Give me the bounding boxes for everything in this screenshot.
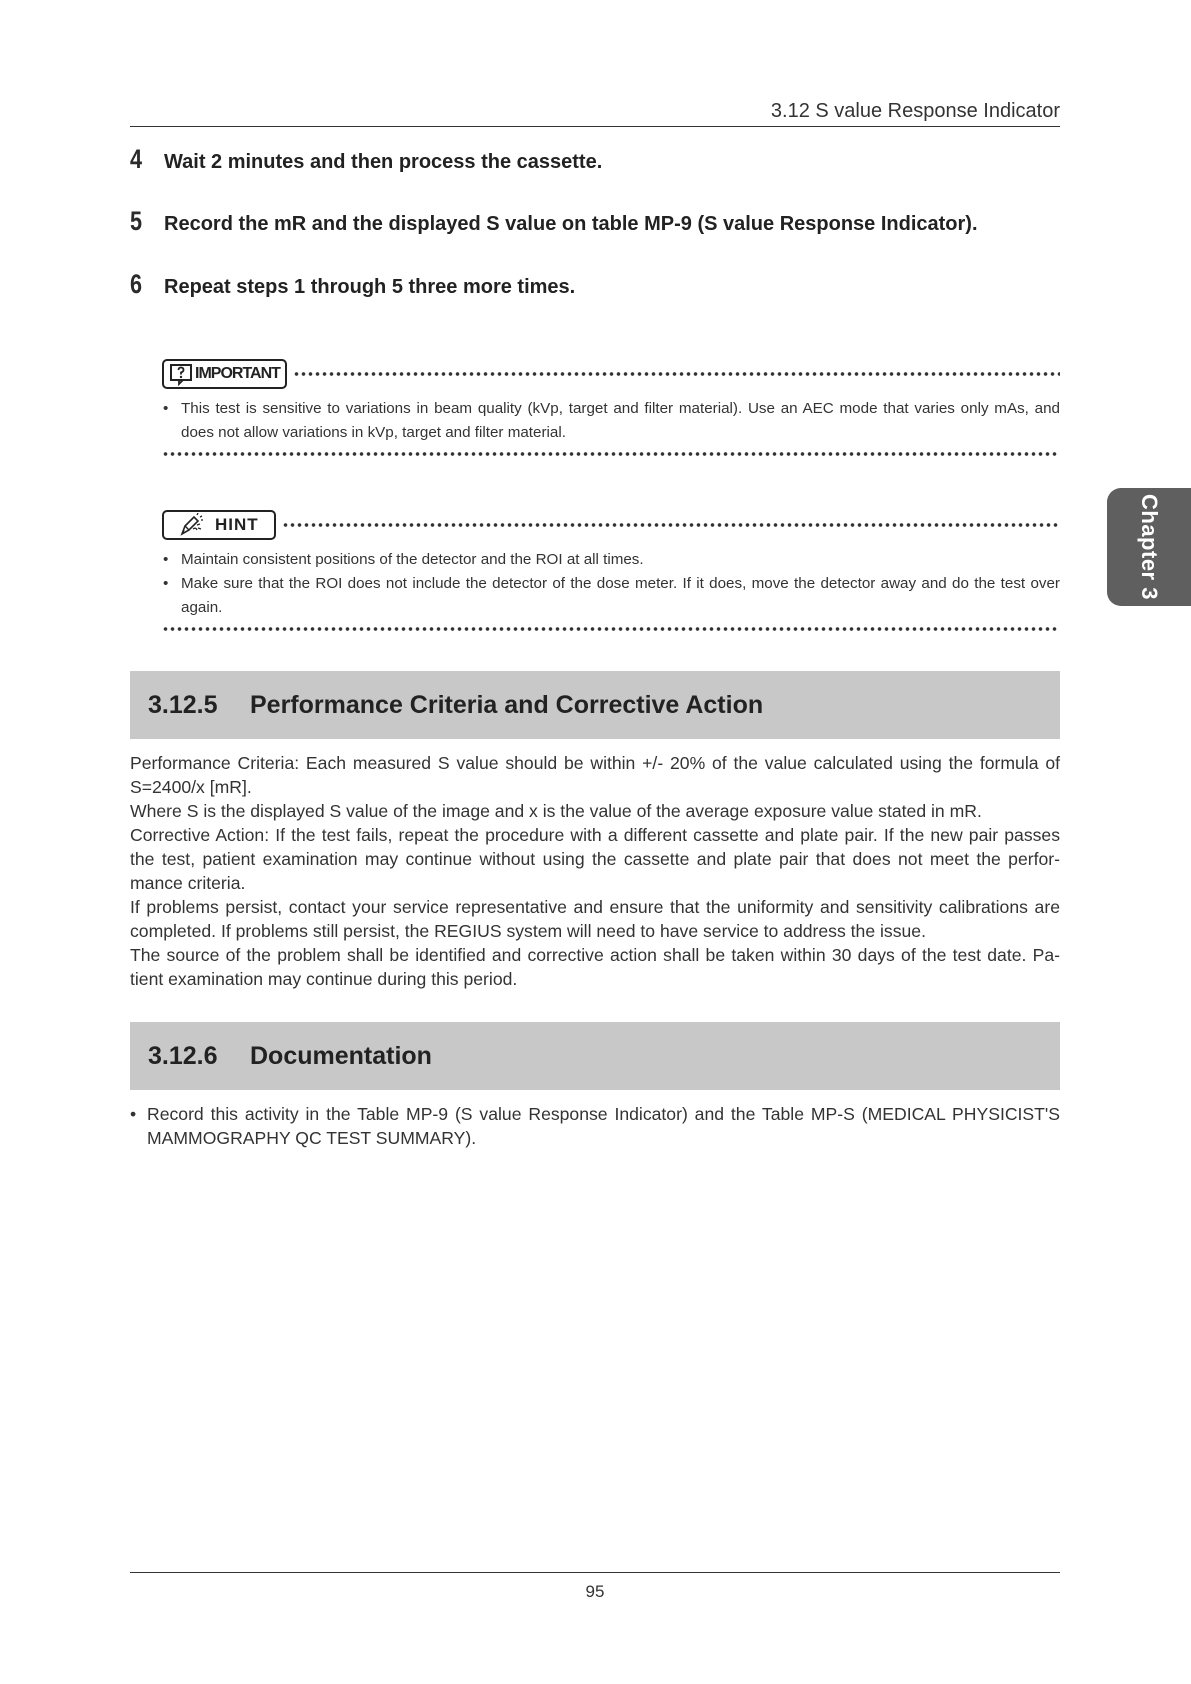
- step-4: [130, 144, 1060, 175]
- paragraph: Corrective Action: If the test fails, repeat the procedure with a different cassette and plate pair. If the new pair passes the test, patient examination may continue without using the cassette and plate pair that does not meet the perfor-mance criteria.: [130, 825, 1060, 893]
- step-5: [130, 206, 1060, 237]
- paragraph: Where S is the displayed S value of the image and x is the value of the average exposure value stated in mR.: [130, 801, 982, 821]
- paragraph: Performance Criteria: Each measured S value should be within +/- 20% of the value calculated using the formula of S=2400/x [mR].: [130, 753, 1060, 797]
- paragraph: The source of the problem shall be identified and corrective action shall be taken within 30 days of the test date. Pa-tient examination may continue during this period.: [130, 945, 1060, 989]
- dotted-rule: [162, 451, 1058, 457]
- page-number: 95: [585, 1582, 605, 1601]
- section-title: Performance Criteria and Corrective Action: [250, 690, 764, 719]
- step-number: 6: [130, 269, 143, 299]
- important-note: [162, 357, 1060, 457]
- section-number: 3.12.5: [148, 690, 218, 719]
- header-rule: [130, 126, 1060, 127]
- section-heading-3-12-6: [130, 1022, 1060, 1090]
- running-header-title: 3.12 S value Response Indicator: [770, 100, 1060, 122]
- important-badge: [162, 359, 287, 389]
- footer-rule: [130, 1572, 1060, 1573]
- important-label: IMPORTANT: [195, 365, 280, 382]
- section-title: Documentation: [250, 1041, 432, 1070]
- hint-item: • Make sure that the ROI does not include the detector of the dose meter. If it does, move the detector away and do the test over again.: [162, 572, 1060, 620]
- hint-item: • Maintain consistent positions of the detector and the ROI at all times.: [162, 548, 1060, 572]
- dotted-rule: [282, 522, 1060, 528]
- hint-pen-icon: [179, 513, 205, 537]
- important-item: • This test is sensitive to variations in beam quality (kVp, target and filter material). Use an AEC mode that varies only mAs, and does not allow variations in kVp, target and filter material.: [162, 397, 1060, 445]
- step-number: 5: [130, 206, 143, 236]
- dotted-rule: [293, 371, 1060, 377]
- dotted-rule: [162, 626, 1058, 632]
- hint-note: [162, 508, 1060, 632]
- section-body-3-12-6: [130, 1102, 1060, 1150]
- section-heading-3-12-5: [130, 671, 1060, 739]
- list-item: • Record this activity in the Table MP-9 (S value Response Indicator) and the Table MP-S (MEDICAL PHYSICIST'S MAMMOGRAPHY QC TEST SUMMARY).: [130, 1102, 1060, 1150]
- step-text: Wait 2 minutes and then process the cassette.: [164, 151, 603, 173]
- paragraph: If problems persist, contact your service representative and ensure that the uniformity and sensitivity calibrations are completed. If problems still persist, the REGIUS system will need to have service to address the issue.: [130, 897, 1060, 941]
- step-6: [130, 269, 1060, 300]
- chapter-tab-label: Chapter 3: [1137, 494, 1162, 600]
- step-text: Repeat steps 1 through 5 three more times.: [164, 276, 576, 298]
- section-number: 3.12.6: [148, 1041, 218, 1070]
- hint-label: HINT: [215, 515, 259, 534]
- section-body-3-12-5: [130, 751, 1060, 991]
- important-icon: [169, 362, 193, 386]
- step-text: Record the mR and the displayed S value on table MP-9 (S value Response Indicator).: [164, 213, 978, 235]
- chapter-tab: [1107, 488, 1191, 606]
- hint-badge: [162, 510, 276, 540]
- step-number: 4: [130, 144, 143, 174]
